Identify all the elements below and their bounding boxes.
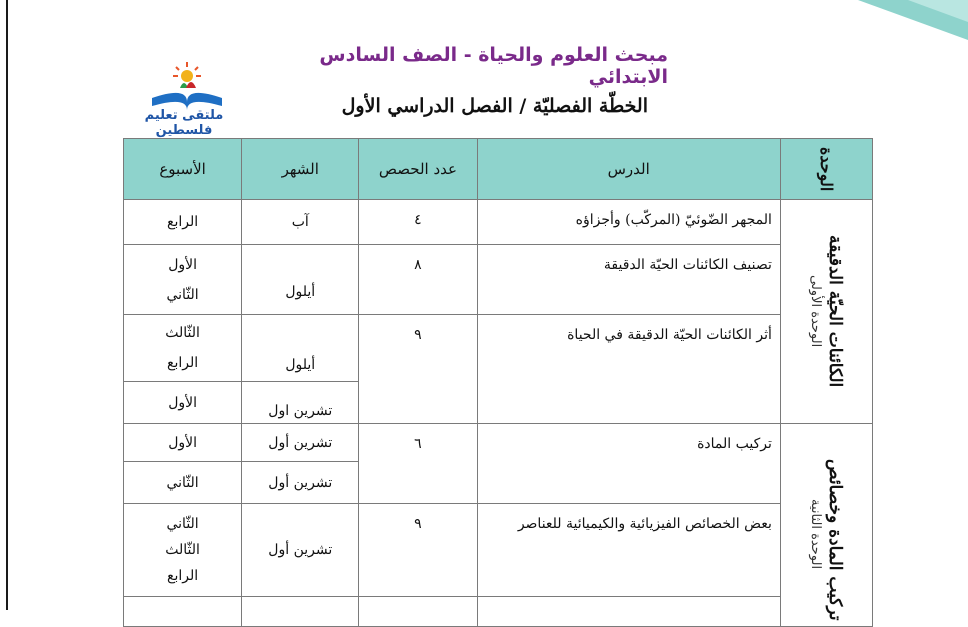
lesson-cell: المجهر الضّوئيّ (المركّب) وأجزاؤه	[477, 200, 780, 245]
lesson-cell: بعض الخصائص الفيزيائية والكيميائية للعناصر	[477, 504, 780, 597]
count-cell: ٦	[359, 424, 477, 504]
table-row	[124, 424, 873, 462]
unit-2-sub: الوحدة الثانية	[807, 499, 823, 570]
subject-title: مبحث العلوم والحياة - الصف السادس الابتدائي	[319, 44, 668, 88]
week-line: الثّاني	[166, 516, 199, 532]
corner-decoration	[848, 0, 968, 50]
month-cell: تشرين أول	[242, 424, 359, 462]
lesson-cell	[477, 597, 780, 627]
lesson-cell: أثر الكائنات الحيّة الدقيقة في الحياة	[477, 315, 780, 424]
table-row	[124, 200, 873, 245]
table-row	[124, 597, 873, 627]
week-line: الثّاني	[166, 286, 199, 303]
unit-1-name: الكائنات الحيّة الدقيقة	[824, 235, 845, 388]
month-cell: تشرين اول	[242, 382, 359, 424]
month-cell	[242, 597, 359, 627]
header-lesson: الدرس	[477, 139, 780, 200]
unit-2-name: تركيب المادة وخصائص	[824, 459, 845, 621]
page-border-line	[6, 0, 8, 610]
week-line: الأول	[168, 256, 197, 273]
month-cell: آب	[242, 200, 359, 245]
unit-1-sub: الوحدة الأولى	[807, 275, 823, 348]
table-row	[124, 315, 873, 382]
week-cell: الأول	[124, 424, 242, 462]
count-cell: ٤	[359, 200, 477, 245]
week-cell	[124, 245, 242, 315]
week-line: الرابع	[167, 568, 199, 584]
unit-2-cell	[780, 424, 872, 627]
week-cell	[124, 504, 242, 597]
lesson-cell: تركيب المادة	[477, 424, 780, 504]
count-cell: ٩	[359, 504, 477, 597]
table-row	[124, 245, 873, 315]
month-cell: أيلول	[242, 245, 359, 315]
table-row	[124, 504, 873, 597]
week-cell: الأول	[124, 382, 242, 424]
unit-1-cell	[780, 200, 872, 424]
logo-text: ملتقى تعليم فلسطين	[144, 108, 224, 138]
week-line: الثّالث	[165, 325, 200, 341]
count-cell	[359, 597, 477, 627]
week-line: الثّالث	[165, 542, 200, 558]
count-cell: ٩	[359, 315, 477, 424]
semester-plan-table	[123, 138, 873, 627]
header-month: الشهر	[242, 139, 359, 200]
month-cell: تشرين أول	[242, 462, 359, 504]
week-cell: الرابع	[124, 200, 242, 245]
week-cell	[124, 315, 242, 382]
week-cell	[124, 597, 242, 627]
header-week: الأسبوع	[124, 139, 242, 200]
count-cell: ٨	[359, 245, 477, 315]
month-cell: أيلول	[242, 315, 359, 382]
header-unit: الوحدة	[780, 139, 872, 200]
week-cell: الثّاني	[124, 462, 242, 504]
month-cell: تشرين أول	[242, 504, 359, 597]
plan-title: الخطّة الفصليّة / الفصل الدراسي الأول	[341, 95, 648, 117]
week-line: الرابع	[167, 355, 199, 371]
header-count: عدد الحصص	[359, 139, 477, 200]
table-header-row	[124, 139, 873, 200]
lesson-cell: تصنيف الكائنات الحيّة الدقيقة	[477, 245, 780, 315]
